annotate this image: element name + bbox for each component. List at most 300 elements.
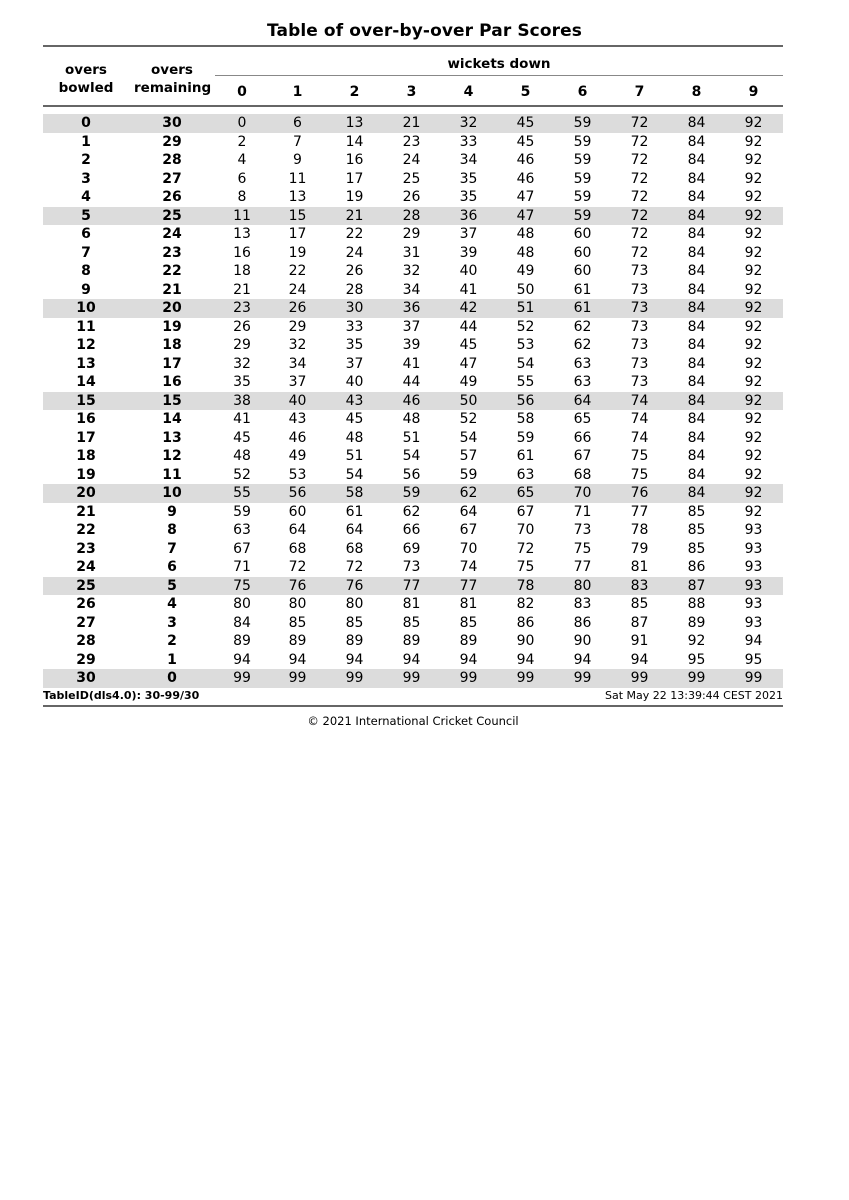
par-score-cell: 85 (288, 614, 307, 631)
par-score-cell: 18 (233, 263, 251, 280)
table-row (43, 170, 783, 189)
par-score-cell: 72 (630, 133, 649, 150)
overs-remaining-cell: 14 (162, 411, 182, 428)
par-score-cell: 50 (516, 281, 535, 298)
table-row (43, 540, 783, 559)
overs-bowled-cell: 8 (81, 263, 91, 280)
par-score-cell: 84 (687, 133, 706, 150)
par-score-cell: 84 (687, 485, 706, 502)
overs-bowled-cell: 21 (76, 503, 96, 520)
par-score-cell: 73 (630, 263, 649, 280)
par-score-cell: 75 (516, 559, 535, 576)
table-row (43, 484, 783, 503)
table-row (43, 669, 783, 688)
par-score-cell: 28 (402, 207, 421, 224)
par-score-cell: 72 (516, 540, 535, 557)
table-row (43, 651, 783, 670)
par-score-cell: 89 (345, 633, 364, 650)
par-score-cell: 26 (288, 300, 307, 317)
par-score-cell: 78 (516, 577, 535, 594)
par-score-cell: 89 (459, 633, 478, 650)
par-score-cell: 23 (233, 300, 251, 317)
par-score-cell: 26 (345, 263, 364, 280)
overs-remaining-cell: 7 (167, 540, 177, 557)
par-score-cell: 92 (744, 281, 763, 298)
overs-bowled-cell: 7 (81, 244, 91, 261)
par-score-cell: 47 (516, 189, 535, 206)
par-score-cell: 38 (233, 392, 251, 409)
par-score-cell: 92 (744, 429, 763, 446)
par-score-cell: 28 (345, 281, 364, 298)
overs-remaining-cell: 22 (162, 263, 182, 280)
par-score-cell: 99 (233, 670, 251, 687)
par-score-cell: 72 (630, 226, 649, 243)
table-row (43, 281, 783, 300)
par-score-cell: 62 (402, 503, 421, 520)
par-score-cell: 84 (687, 300, 706, 317)
par-score-cell: 31 (402, 244, 421, 261)
par-score-cell: 47 (459, 355, 478, 372)
overs-remaining-cell: 3 (167, 614, 177, 631)
par-score-cell: 76 (630, 485, 649, 502)
copyright: © 2021 International Cricket Council (307, 714, 519, 728)
overs-bowled-cell: 24 (76, 559, 96, 576)
par-score-cell: 82 (516, 596, 535, 613)
par-score-cell: 48 (516, 226, 535, 243)
par-score-cell: 13 (288, 189, 307, 206)
par-score-cell: 34 (459, 152, 478, 169)
overs-remaining-cell: 13 (162, 429, 182, 446)
overs-bowled-cell: 19 (76, 466, 96, 483)
par-score-cell: 44 (402, 374, 421, 391)
par-score-cell: 99 (288, 670, 307, 687)
par-score-cell: 72 (630, 244, 649, 261)
par-score-cell: 11 (233, 207, 251, 224)
par-score-cell: 80 (288, 596, 307, 613)
par-score-cell: 53 (288, 466, 307, 483)
par-score-cell: 68 (288, 540, 307, 557)
par-score-cell: 45 (516, 115, 535, 132)
par-score-cell: 56 (516, 392, 535, 409)
table-row (43, 614, 783, 633)
par-score-cell: 72 (630, 170, 649, 187)
par-score-cell: 19 (345, 189, 364, 206)
par-score-cell: 30 (345, 300, 364, 317)
table-row (43, 336, 783, 355)
par-score-cell: 65 (516, 485, 535, 502)
par-score-cell: 61 (516, 448, 535, 465)
header-overs-remaining (129, 61, 215, 97)
par-score-cell: 73 (630, 374, 649, 391)
wickets-down-rule (215, 75, 783, 76)
par-score-cell: 92 (744, 189, 763, 206)
par-score-cell: 60 (573, 244, 592, 261)
par-score-cell: 73 (630, 337, 649, 354)
par-score-cell: 52 (459, 411, 478, 428)
par-score-cell: 49 (459, 374, 478, 391)
par-score-cell: 45 (459, 337, 478, 354)
table-row (43, 373, 783, 392)
overs-bowled-cell: 11 (76, 318, 96, 335)
par-score-cell: 41 (233, 411, 251, 428)
table-row (43, 558, 783, 577)
par-score-cell: 90 (516, 633, 535, 650)
par-score-cell: 40 (288, 392, 307, 409)
par-score-cell: 59 (573, 115, 592, 132)
table-row (43, 429, 783, 448)
par-score-cell: 61 (573, 281, 592, 298)
par-score-cell: 84 (687, 244, 706, 261)
par-score-cell: 21 (233, 281, 251, 298)
par-score-cell: 83 (630, 577, 649, 594)
par-score-cell: 74 (630, 392, 649, 409)
overs-bowled-cell: 0 (81, 115, 91, 132)
overs-remaining-cell: 30 (162, 115, 182, 132)
wickets-header-2: 2 (349, 84, 360, 100)
par-score-cell: 92 (687, 633, 706, 650)
overs-remaining-cell: 6 (167, 559, 177, 576)
par-score-cell: 21 (402, 115, 421, 132)
overs-bowled-cell: 17 (76, 429, 96, 446)
par-score-cell: 92 (744, 226, 763, 243)
par-score-cell: 36 (459, 207, 478, 224)
par-score-cell: 89 (233, 633, 251, 650)
par-score-cell: 6 (293, 115, 302, 132)
par-score-cell: 70 (573, 485, 592, 502)
par-score-cell: 75 (573, 540, 592, 557)
par-score-cell: 93 (744, 596, 763, 613)
par-score-cell: 44 (459, 318, 478, 335)
par-score-cell: 86 (687, 559, 706, 576)
par-score-cell: 0 (237, 115, 247, 132)
par-score-cell: 93 (744, 614, 763, 631)
overs-bowled-cell: 20 (76, 485, 96, 502)
wickets-header-6: 6 (577, 84, 588, 100)
par-score-cell: 84 (687, 263, 706, 280)
overs-remaining-cell: 5 (167, 577, 177, 594)
par-score-cell: 29 (233, 337, 251, 354)
wickets-header-4: 4 (463, 84, 474, 100)
par-score-cell: 74 (630, 429, 649, 446)
par-score-cell: 51 (345, 448, 364, 465)
table-row (43, 503, 783, 522)
par-score-cell: 67 (459, 522, 478, 539)
par-score-cell: 84 (687, 411, 706, 428)
par-score-cell: 21 (345, 207, 364, 224)
par-score-cell: 92 (744, 337, 763, 354)
par-score-cell: 55 (516, 374, 535, 391)
par-score-cell: 81 (402, 596, 421, 613)
par-score-cell: 70 (459, 540, 478, 557)
par-score-cell: 92 (744, 300, 763, 317)
par-score-cell: 92 (744, 448, 763, 465)
par-score-cell: 40 (345, 374, 364, 391)
overs-bowled-cell: 14 (76, 374, 96, 391)
par-score-cell: 85 (687, 540, 706, 557)
par-score-cell: 46 (402, 392, 421, 409)
par-score-cell: 49 (516, 263, 535, 280)
wickets-header-row (215, 84, 783, 102)
overs-bowled-cell: 26 (76, 596, 96, 613)
par-score-cell: 99 (516, 670, 535, 687)
par-score-cell: 58 (345, 485, 364, 502)
par-score-cell: 48 (402, 411, 421, 428)
par-score-cell: 62 (573, 318, 592, 335)
par-score-cell: 76 (288, 577, 307, 594)
par-score-cell: 67 (573, 448, 592, 465)
par-score-cell: 84 (687, 337, 706, 354)
par-score-cell: 46 (516, 170, 535, 187)
overs-bowled-cell: 25 (76, 577, 96, 594)
par-score-cell: 55 (233, 485, 251, 502)
par-score-cell: 92 (744, 133, 763, 150)
overs-bowled-cell: 9 (81, 281, 91, 298)
header-wickets-down: wickets down (447, 56, 551, 72)
overs-bowled-cell: 12 (76, 337, 96, 354)
par-score-cell: 93 (744, 522, 763, 539)
par-score-cell: 66 (573, 429, 592, 446)
par-score-cell: 85 (687, 503, 706, 520)
par-score-cell: 29 (402, 226, 421, 243)
par-score-cell: 48 (233, 448, 251, 465)
par-score-cell: 66 (402, 522, 421, 539)
par-score-cell: 92 (744, 318, 763, 335)
par-score-cell: 84 (687, 429, 706, 446)
par-score-cell: 84 (687, 226, 706, 243)
par-score-cell: 26 (233, 318, 251, 335)
par-score-cell: 64 (459, 503, 478, 520)
par-score-cell: 89 (402, 633, 421, 650)
par-score-cell: 7 (293, 133, 302, 150)
overs-bowled-cell: 28 (76, 633, 96, 650)
overs-remaining-cell: 9 (167, 503, 177, 520)
table-row (43, 225, 783, 244)
par-score-cell: 73 (573, 522, 592, 539)
wickets-header-0: 0 (237, 84, 247, 100)
par-score-cell: 59 (459, 466, 478, 483)
par-score-cell: 36 (402, 300, 421, 317)
par-score-cell: 37 (345, 355, 364, 372)
par-score-cell: 59 (573, 133, 592, 150)
table-row (43, 244, 783, 263)
par-score-cell: 35 (233, 374, 251, 391)
par-score-cell: 42 (459, 300, 478, 317)
par-score-cell: 32 (459, 115, 478, 132)
par-score-cell: 6 (237, 170, 247, 187)
par-score-cell: 94 (630, 651, 649, 668)
par-score-cell: 35 (459, 170, 478, 187)
table-row (43, 318, 783, 337)
overs-remaining-cell: 11 (162, 466, 182, 483)
wickets-header-5: 5 (520, 84, 531, 100)
par-score-cell: 41 (459, 281, 478, 298)
par-score-cell: 2 (237, 133, 247, 150)
par-score-cell: 80 (345, 596, 364, 613)
overs-bowled-cell: 30 (76, 670, 96, 687)
par-score-cell: 53 (516, 337, 535, 354)
overs-remaining-cell: 17 (162, 355, 182, 372)
header-overs-bowled (43, 61, 129, 97)
par-score-cell: 39 (459, 244, 478, 261)
par-score-cell: 11 (288, 170, 307, 187)
par-score-cell: 37 (402, 318, 421, 335)
par-score-cell: 93 (744, 559, 763, 576)
par-score-cell: 39 (402, 337, 421, 354)
par-score-cell: 73 (630, 300, 649, 317)
par-score-cell: 40 (459, 263, 478, 280)
par-score-cell: 89 (687, 614, 706, 631)
par-score-cell: 77 (630, 503, 649, 520)
par-score-cell: 59 (402, 485, 421, 502)
table-row (43, 632, 783, 651)
table-row (43, 392, 783, 411)
par-score-cell: 62 (573, 337, 592, 354)
par-score-cell: 84 (687, 374, 706, 391)
table-row (43, 355, 783, 374)
wickets-header-3: 3 (406, 84, 417, 100)
par-score-cell: 73 (630, 355, 649, 372)
par-score-cell: 26 (402, 189, 421, 206)
overs-bowled-cell: 3 (81, 170, 91, 187)
par-score-cell: 32 (233, 355, 251, 372)
par-score-cell: 45 (516, 133, 535, 150)
par-score-cell: 57 (459, 448, 478, 465)
par-score-cell: 17 (345, 170, 364, 187)
par-score-cell: 88 (687, 596, 706, 613)
table-row (43, 151, 783, 170)
table-row (43, 207, 783, 226)
par-score-cell: 99 (687, 670, 706, 687)
par-score-cell: 8 (237, 189, 247, 206)
par-score-cell: 32 (402, 263, 421, 280)
par-score-cell: 16 (233, 244, 251, 261)
par-score-cell: 74 (459, 559, 478, 576)
par-score-cell: 99 (630, 670, 649, 687)
par-score-cell: 64 (288, 522, 307, 539)
overs-bowled-cell: 13 (76, 355, 96, 372)
par-score-cell: 83 (573, 596, 592, 613)
par-score-cell: 64 (345, 522, 364, 539)
par-score-cell: 56 (288, 485, 307, 502)
par-score-cell: 47 (516, 207, 535, 224)
par-score-cell: 45 (345, 411, 364, 428)
par-score-cell: 91 (630, 633, 649, 650)
par-score-cell: 51 (402, 429, 421, 446)
overs-bowled-cell: 16 (76, 411, 96, 428)
par-score-cell: 19 (288, 244, 307, 261)
par-score-cell: 59 (516, 429, 535, 446)
par-score-cell: 72 (630, 152, 649, 169)
par-score-cell: 72 (630, 189, 649, 206)
table-row (43, 114, 783, 133)
wickets-header-1: 1 (292, 84, 303, 100)
par-score-cell: 68 (345, 540, 364, 557)
par-score-cell: 93 (744, 540, 763, 557)
par-score-cell: 67 (516, 503, 535, 520)
par-score-cell: 72 (630, 115, 649, 132)
par-score-cell: 92 (744, 355, 763, 372)
par-score-cell: 74 (630, 411, 649, 428)
par-score-cell: 92 (744, 207, 763, 224)
overs-remaining-cell: 1 (167, 651, 177, 668)
par-score-cell: 73 (630, 281, 649, 298)
par-score-cell: 78 (630, 522, 649, 539)
par-score-cell: 13 (233, 226, 251, 243)
overs-remaining-cell: 28 (162, 152, 182, 169)
par-score-cell: 16 (345, 152, 364, 169)
overs-remaining-cell: 16 (162, 374, 182, 391)
overs-bowled-cell: 27 (76, 614, 96, 631)
par-score-cell: 51 (516, 300, 535, 317)
table-row (43, 299, 783, 318)
par-score-cell: 24 (345, 244, 364, 261)
table-row (43, 521, 783, 540)
par-score-cell: 85 (630, 596, 649, 613)
par-score-cell: 72 (288, 559, 307, 576)
par-score-cell: 59 (573, 189, 592, 206)
par-score-cell: 84 (687, 207, 706, 224)
overs-remaining-cell: 20 (162, 300, 182, 317)
overs-remaining-cell: 2 (167, 633, 177, 650)
par-score-cell: 92 (744, 392, 763, 409)
par-score-cell: 94 (573, 651, 592, 668)
par-score-cell: 67 (233, 540, 251, 557)
par-score-cell: 94 (288, 651, 307, 668)
overs-remaining-cell: 25 (162, 207, 182, 224)
overs-remaining-cell: 12 (162, 448, 182, 465)
table-row (43, 262, 783, 281)
par-score-cell: 46 (288, 429, 307, 446)
par-score-cell: 54 (459, 429, 478, 446)
table-id: TableID(dls4.0): 30-99/30 (43, 689, 200, 702)
par-score-cell: 48 (345, 429, 364, 446)
par-score-cell: 84 (687, 281, 706, 298)
par-score-cell: 35 (345, 337, 364, 354)
par-score-cell: 81 (459, 596, 478, 613)
par-score-cell: 52 (233, 466, 251, 483)
par-score-cell: 65 (573, 411, 592, 428)
wickets-header-8: 8 (691, 84, 702, 100)
par-score-cell: 92 (744, 263, 763, 280)
par-score-cell: 92 (744, 485, 763, 502)
par-score-cell: 92 (744, 152, 763, 169)
par-score-cell: 24 (288, 281, 307, 298)
par-score-cell: 84 (687, 152, 706, 169)
par-score-cell: 86 (516, 614, 535, 631)
par-score-cell: 59 (573, 152, 592, 169)
par-score-cell: 93 (744, 577, 763, 594)
par-score-cell: 69 (402, 540, 421, 557)
par-score-cell: 95 (744, 651, 763, 668)
par-score-cell: 63 (233, 522, 251, 539)
overs-bowled-cell: 18 (76, 448, 96, 465)
overs-remaining-cell: 24 (162, 226, 182, 243)
par-score-cell: 95 (687, 651, 706, 668)
table-row (43, 410, 783, 429)
par-score-cell: 92 (744, 115, 763, 132)
par-score-cell: 54 (345, 466, 364, 483)
overs-bowled-cell: 2 (81, 152, 91, 169)
par-score-cell: 59 (233, 503, 251, 520)
par-score-cell: 94 (345, 651, 364, 668)
top-rule (43, 45, 783, 47)
par-score-cell: 77 (573, 559, 592, 576)
overs-remaining-cell: 8 (167, 522, 177, 539)
par-score-cell: 35 (459, 189, 478, 206)
par-score-cell: 75 (630, 448, 649, 465)
par-score-cell: 80 (233, 596, 251, 613)
par-score-cell: 87 (630, 614, 649, 631)
